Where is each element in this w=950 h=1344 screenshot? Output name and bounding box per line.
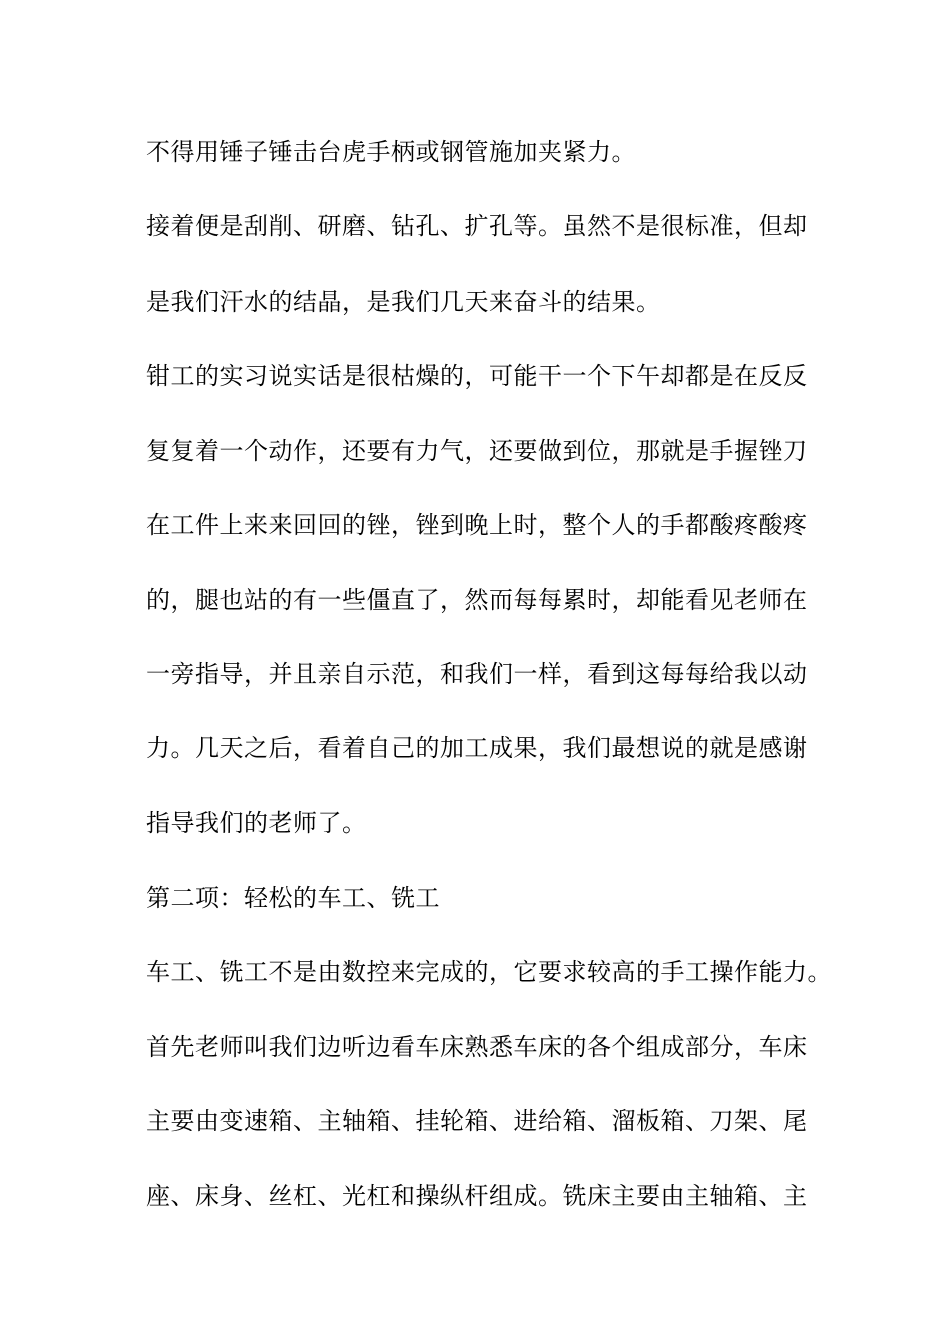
text-line: 车工、铣工不是由数控来完成的，它要求较高的手工操作能力。 — [146, 958, 832, 986]
text-line: 在工件上来来回回的锉，锉到晚上时，整个人的手都酸疼酸疼 — [146, 511, 808, 539]
text-line: 座、床身、丝杠、光杠和操纵杆组成。铣床主要由主轴箱、主 — [146, 1182, 808, 1210]
text-line: 指导我们的老师了。 — [146, 809, 367, 837]
text-line: 的，腿也站的有一些僵直了，然而每每累时，却能看见老师在 — [146, 586, 808, 614]
text-line: 接着便是刮削、研磨、钻孔、扩孔等。虽然不是很标准，但却 — [146, 212, 808, 240]
section-heading: 第二项：轻松的车工、铣工 — [146, 884, 440, 912]
text-line: 首先老师叫我们边听边看车床熟悉车床的各个组成部分，车床 — [146, 1033, 808, 1061]
text-line: 力。几天之后，看着自己的加工成果，我们最想说的就是感谢 — [146, 734, 808, 762]
text-line: 主要由变速箱、主轴箱、挂轮箱、进给箱、溜板箱、刀架、尾 — [146, 1107, 808, 1135]
text-line: 一旁指导，并且亲自示范，和我们一样，看到这每每给我以动 — [146, 660, 808, 688]
text-line: 钳工的实习说实话是很枯燥的，可能干一个下午却都是在反反 — [146, 362, 808, 390]
text-line: 复复着一个动作，还要有力气，还要做到位，那就是手握锉刀 — [146, 437, 808, 465]
text-line: 不得用锤子锤击台虎手柄或钢管施加夹紧力。 — [146, 138, 636, 166]
text-line: 是我们汗水的结晶，是我们几天来奋斗的结果。 — [146, 288, 661, 316]
